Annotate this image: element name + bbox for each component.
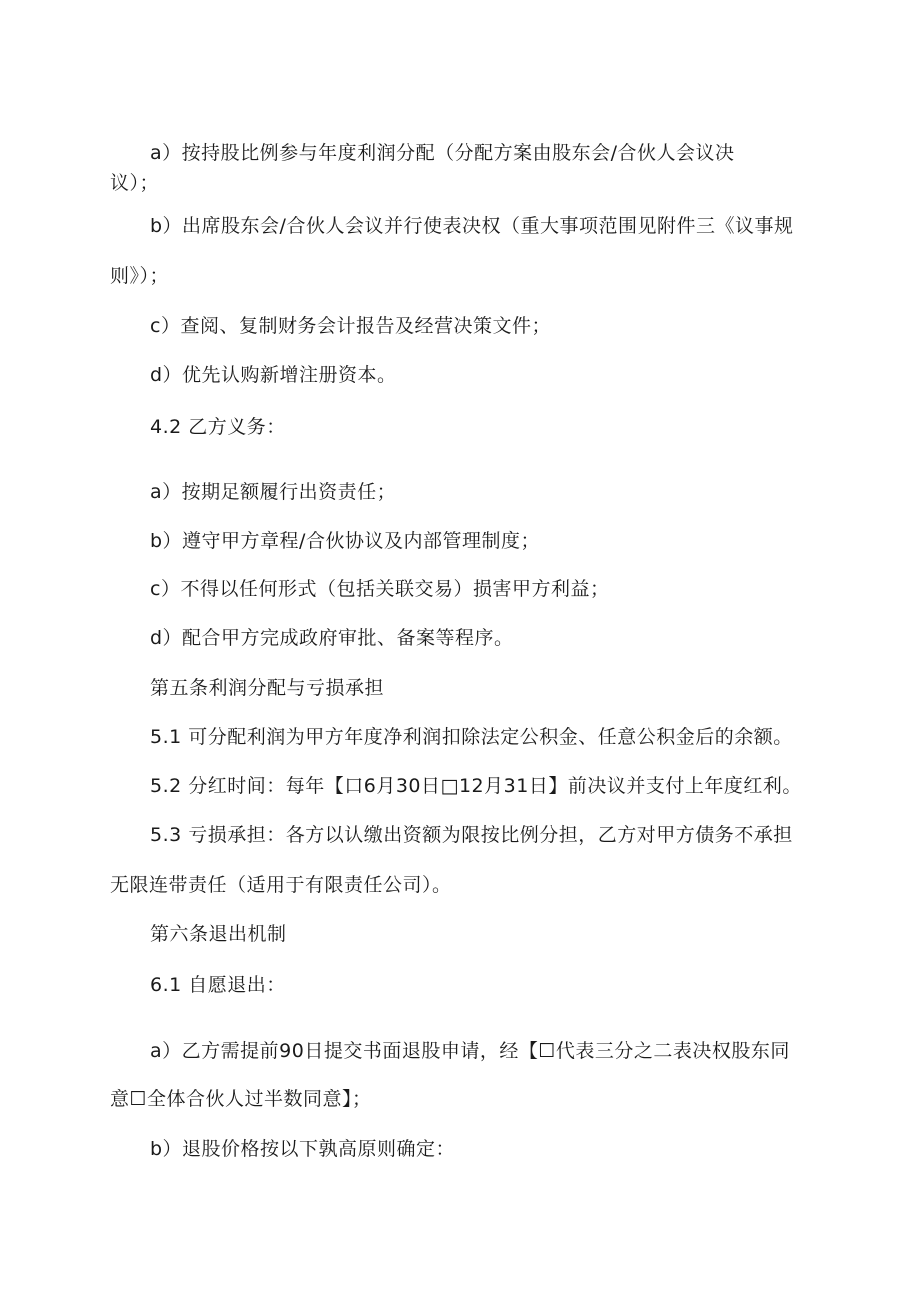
clause-5-1: 5.1 可分配利润为甲方年度净利润扣除法定公积金、任意公积金后的余额。 [150,726,793,748]
right-item-b-continuation: 则》）； [110,265,170,287]
obligation-item-d: d）配合甲方完成政府审批、备案等程序。 [150,627,514,649]
article-five-heading: 第五条利润分配与亏损承担 [150,677,385,699]
exit-item-a: a）乙方需提前90日提交书面退股申请，经【☐代表三分之二表决权股东同 [150,1040,790,1062]
right-item-b-voting: b）出席股东会/合伙人会议并行使表决权（重大事项范围见附件三《议事规 [150,215,794,237]
clause-5-2: 5.2 分红时间：每年【口6月30日□12月31日】前决议并支付上年度红利。 [150,775,802,797]
clause-5-3-continuation: 无限连带责任（适用于有限责任公司）。 [110,874,452,896]
obligation-item-b: b）遵守甲方章程/合伙协议及内部管理制度； [150,530,540,552]
clause-6-1-heading: 6.1 自愿退出： [150,974,286,996]
section-heading-4-2: 4.2 乙方义务： [150,416,286,438]
article-six-heading: 第六条退出机制 [150,923,287,945]
obligation-item-c: c）不得以任何形式（包括关联交易）损害甲方利益； [150,578,610,600]
right-item-a-continuation: 议）； [110,172,160,194]
obligation-item-a: a）按期足额履行出资责任； [150,481,397,503]
right-item-c-inspection: c）查阅、复制财务会计报告及经营决策文件； [150,315,551,337]
exit-item-b: b）退股价格按以下孰高原则确定： [150,1138,456,1160]
exit-item-a-continuation: 意☐全体合伙人过半数同意】； [110,1088,372,1110]
right-item-a-profit-distribution: a）按持股比例参与年度利润分配（分配方案由股东会/合伙人会议决 [150,142,735,164]
right-item-d-subscription: d）优先认购新增注册资本。 [150,364,397,386]
clause-5-3: 5.3 亏损承担：各方以认缴出资额为限按比例分担，乙方对甲方债务不承担 [150,824,793,846]
